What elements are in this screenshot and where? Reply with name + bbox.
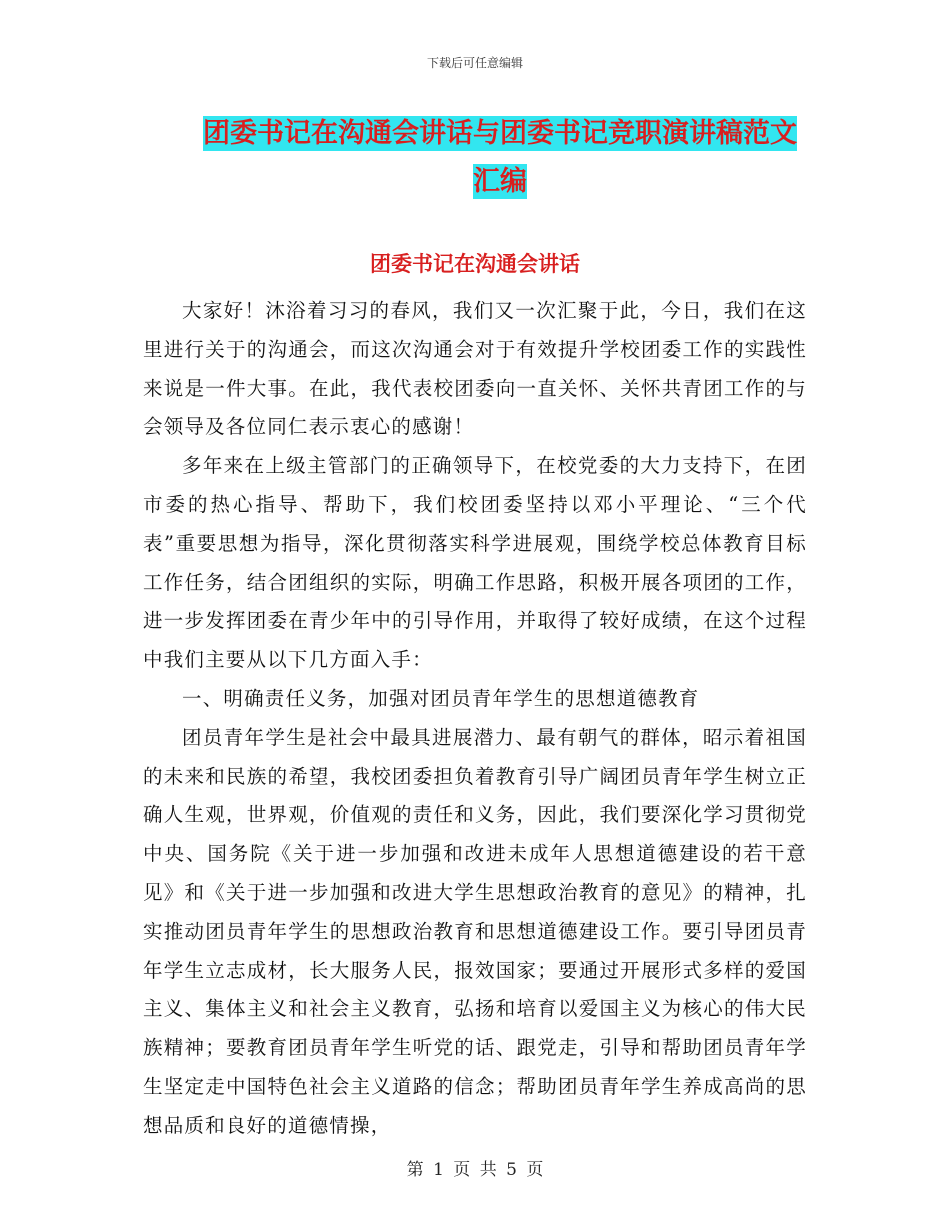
paragraph-moral-education: 团员青年学生是社会中最具进展潜力、最有朝气的群体，昭示着祖国的未来和民族的希望，我校团委担负着教育引导广阔团员青年学生树立正确人生观，世界观，价值观的责任和义务，因此，我们要深化学习贯彻党中央、国务院《关于进一步加强和改进未成年人思想道德建设的若干意见》和《关于进一步加强和改进大学生思想政治教育的意见》的精神，扎实推动团员青年学生的思想政治教育和思想道德建设工作。要引导团员青年学生立志成材，长大服务人民，报效国家；要通过开展形式多样的爱国主义、集体主义和社会主义教育，弘扬和培育以爱国主义为核心的伟大民族精神；要教育团员青年学生听党的话、跟党走，引导和帮助团员青年学生坚定走中国特色社会主义道路的信念；帮助团员青年学生养成高尚的思想品质和良好的道德情操， xyxy=(143,725,807,1137)
paragraph-achievements: 多年来在上级主管部门的正确领导下，在校党委的大力支持下，在团市委的热心指导、帮助下，我们校团委坚持以邓小平理论、“三个代表”重要思想为指导，深化贯彻落实科学进展观，围绕学校总体教育目标工作任务，结合团组织的实际，明确工作思路，积极开展各项团的工作，进一步发挥团委在青少年中的引导作用，并取得了较好成绩，在这个过程中我们主要从以下几方面入手： xyxy=(143,454,807,672)
document-title-text: 团委书记在沟通会讲话与团委书记竞职演讲稿范文汇编 xyxy=(203,118,797,197)
paragraph-heading-one: 一、明确责任义务，加强对团员青年学生的思想道德教育 xyxy=(182,686,700,710)
paragraph-greeting: 大家好！沐浴着习习的春风，我们又一次汇聚于此，今日，我们在这里进行关于的沟通会，而这次沟通会对于有效提升学校团委工作的实践性来说是一件大事。在此，我代表校团委向一直关怀、关怀共青团工作的与会领导及各位同仁表示衷心的感谢！ xyxy=(143,299,807,439)
header-note: 下载后可任意编辑 xyxy=(426,56,523,70)
document-body xyxy=(143,292,807,1146)
document-title xyxy=(190,110,810,206)
page-number: 第 1 页 共 5 页 xyxy=(406,1160,544,1180)
section-title: 团委书记在沟通会讲话 xyxy=(370,252,580,276)
